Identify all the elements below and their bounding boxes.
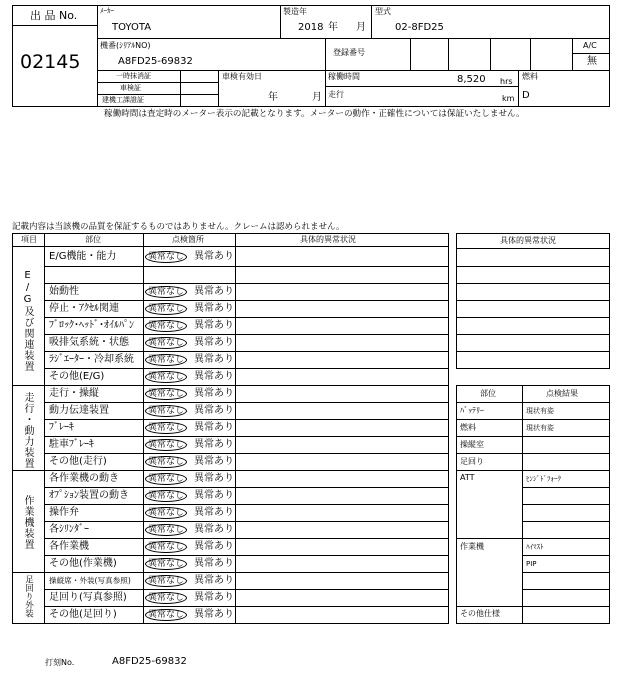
work-value-1: ﾊｲﾏｽﾄ [526, 543, 544, 551]
part-brake: ﾌﾞﾚｰｷ [49, 422, 74, 433]
part-work-motion: 各作業機の動き [49, 473, 119, 484]
header-detail: 具体的異常状況 [300, 235, 356, 244]
normal-mark: 異常なし [145, 592, 187, 604]
km-label: 走行 [328, 90, 344, 99]
group-label-work: 作業機装置 [22, 495, 33, 550]
fuel-result: 現状有姿 [526, 424, 554, 432]
att-value: ﾋﾝｼﾞﾄﾞﾌｫｰｸ [526, 475, 561, 483]
normal-mark: 異常なし [145, 439, 187, 451]
normal-mark: 異常なし [145, 354, 187, 366]
normal-mark: 異常なし [145, 490, 187, 502]
maker-value: TOYOTA [112, 22, 152, 33]
normal-mark: 異常なし [145, 320, 187, 332]
stamp-label: 打刻No. [45, 658, 75, 667]
abnormal-option: 異常あり [194, 541, 234, 552]
normal-mark: 異常なし [145, 388, 187, 400]
normal-mark: 異常なし [145, 575, 187, 587]
abnormal-option: 異常あり [194, 439, 234, 450]
part-undercarriage: 足回り(写真参照) [49, 592, 127, 603]
part-power-transmission: 動力伝達装置 [49, 405, 109, 416]
part-work-machines: 各作業機 [49, 541, 89, 552]
normal-mark: 異常なし [145, 422, 187, 434]
abnormal-option: 異常あり [194, 507, 234, 518]
hours-unit: hrs [500, 77, 513, 86]
meter-note: 稼働時間は査定時のメーター表示の記載となります。メーターの動作・正確性については保証いたしません。 [104, 109, 525, 119]
abnormal-option: 異常あり [194, 354, 234, 365]
abnormal-option: 異常あり [194, 558, 234, 569]
part-radiator: ﾗｼﾞｴｰﾀｰ・冷却系統 [49, 354, 134, 365]
month-unit: 月 [356, 22, 366, 33]
right-header-result: 点検結果 [546, 389, 578, 398]
km-unit: km [502, 94, 515, 103]
other-spec-label: その他仕様 [460, 609, 500, 618]
normal-mark: 異常なし [145, 609, 187, 621]
part-travel: 走行・操縦 [49, 388, 99, 399]
abnormal-option: 異常あり [194, 609, 234, 620]
ac-value: 無 [587, 56, 597, 67]
right-header-part: 部位 [480, 389, 496, 398]
year-value: 2018 [298, 22, 324, 33]
part-other-under: その他(足回り) [49, 609, 117, 620]
header-item: 項目 [21, 235, 37, 244]
inspect-year: 年 [268, 92, 278, 103]
abnormal-option: 異常あり [194, 388, 234, 399]
header-check: 点検箇所 [172, 235, 204, 244]
abnormal-option: 異常あり [194, 303, 234, 314]
ac-label: A/C [583, 41, 597, 50]
normal-mark: 異常なし [145, 337, 187, 349]
normal-mark: 異常なし [145, 507, 187, 519]
undercarriage-label: 足回り [460, 457, 484, 466]
right-detail-header: 具体的異常状況 [500, 236, 556, 245]
part-parking-brake: 駐車ﾌﾞﾚｰｷ [49, 439, 94, 450]
fuel-row-label: 燃料 [460, 423, 476, 432]
inspect-month: 月 [312, 92, 322, 103]
group-label-drive: 走行・動力装置 [22, 392, 33, 469]
right-detail-box [456, 233, 610, 369]
part-block-head: ﾌﾞﾛｯｸ･ﾍｯﾄﾞ･ｵｲﾙﾊﾟﾝ [49, 320, 134, 331]
part-intake-exhaust: 吸排気系統・状態 [49, 337, 129, 348]
abnormal-option: 異常あり [194, 337, 234, 348]
normal-mark: 異常なし [145, 524, 187, 536]
fuel-value: D [522, 90, 530, 101]
normal-mark: 異常なし [145, 405, 187, 417]
part-cylinders: 各ｼﾘﾝﾀﾞｰ [49, 524, 89, 535]
normal-mark: 異常なし [145, 303, 187, 315]
abnormal-option: 異常あり [194, 575, 234, 586]
hours-value: 8,520 [457, 74, 486, 85]
model-label: 型式 [375, 7, 391, 16]
abnormal-option: 異常あり [194, 371, 234, 382]
normal-mark: 異常なし [145, 371, 187, 383]
part-cabin-exterior: 操縦席・外装(写真参照) [49, 576, 131, 585]
abnormal-option: 異常あり [194, 592, 234, 603]
reg-label: 登録番号 [333, 48, 365, 57]
abnormal-option: 異常あり [194, 456, 234, 467]
group-label-under: 足回り外装 [23, 575, 34, 618]
header-part: 部位 [85, 235, 101, 244]
disclaimer: 記載内容は当該機の品質を保証するものではありません。クレームは認められません。 [12, 222, 345, 232]
lot-label: 出 品 No. [30, 9, 78, 22]
model-value: 02-8FD25 [395, 22, 444, 33]
att-label: ATT [460, 473, 475, 482]
fuel-label: 燃料 [522, 72, 538, 81]
cert-2: 車検証 [120, 84, 141, 92]
battery-label: ﾊﾞｯﾃﾘｰ [460, 406, 484, 415]
normal-mark: 異常なし [145, 251, 187, 263]
normal-mark: 異常なし [145, 558, 187, 570]
inspect-label: 車検有効日 [222, 72, 262, 81]
group-label-engine: E/G及び関連装置 [22, 270, 33, 372]
abnormal-option: 異常あり [194, 524, 234, 535]
battery-result: 現状有姿 [526, 407, 554, 415]
hours-label: 稼働時間 [328, 72, 360, 81]
abnormal-option: 異常あり [194, 251, 234, 262]
serial-label: 機番(ｼﾘｱﾙNO) [100, 41, 151, 50]
part-other-travel: その他(走行) [49, 456, 107, 467]
cabin-label: 操縦室 [460, 440, 484, 449]
part-control-valve: 操作弁 [49, 507, 79, 518]
normal-mark: 異常なし [145, 456, 187, 468]
cert-3: 建機工課證証 [102, 96, 144, 104]
normal-mark: 異常なし [145, 473, 187, 485]
year-unit: 年 [328, 22, 338, 33]
abnormal-option: 異常あり [194, 286, 234, 297]
abnormal-option: 異常あり [194, 422, 234, 433]
part-other-work: その他(作業機) [49, 558, 117, 569]
maker-label: ﾒｰｶｰ [100, 7, 114, 15]
abnormal-option: 異常あり [194, 320, 234, 331]
abnormal-option: 異常あり [194, 473, 234, 484]
part-start: 始動性 [49, 286, 79, 297]
part-option-motion: ｵﾌﾟｼｮﾝ装置の動き [49, 490, 129, 501]
work-label: 作業機 [460, 542, 484, 551]
header-frame [12, 5, 610, 107]
year-label: 製造年 [283, 7, 307, 16]
stamp-value: A8FD25-69832 [112, 656, 187, 667]
normal-mark: 異常なし [145, 541, 187, 553]
normal-mark: 異常なし [145, 286, 187, 298]
abnormal-option: 異常あり [194, 405, 234, 416]
abnormal-option: 異常あり [194, 490, 234, 501]
work-value-2: PIP [526, 560, 537, 568]
serial-value: A8FD25-69832 [118, 56, 193, 67]
cert-1: 一時抹消証 [116, 72, 151, 80]
lot-number: 02145 [20, 51, 81, 73]
part-other-eg: その他(E/G) [49, 371, 105, 382]
part-eg-function: E/G機能・能力 [49, 251, 117, 262]
part-stop-accel: 停止・ｱｸｾﾙ関連 [49, 303, 119, 314]
